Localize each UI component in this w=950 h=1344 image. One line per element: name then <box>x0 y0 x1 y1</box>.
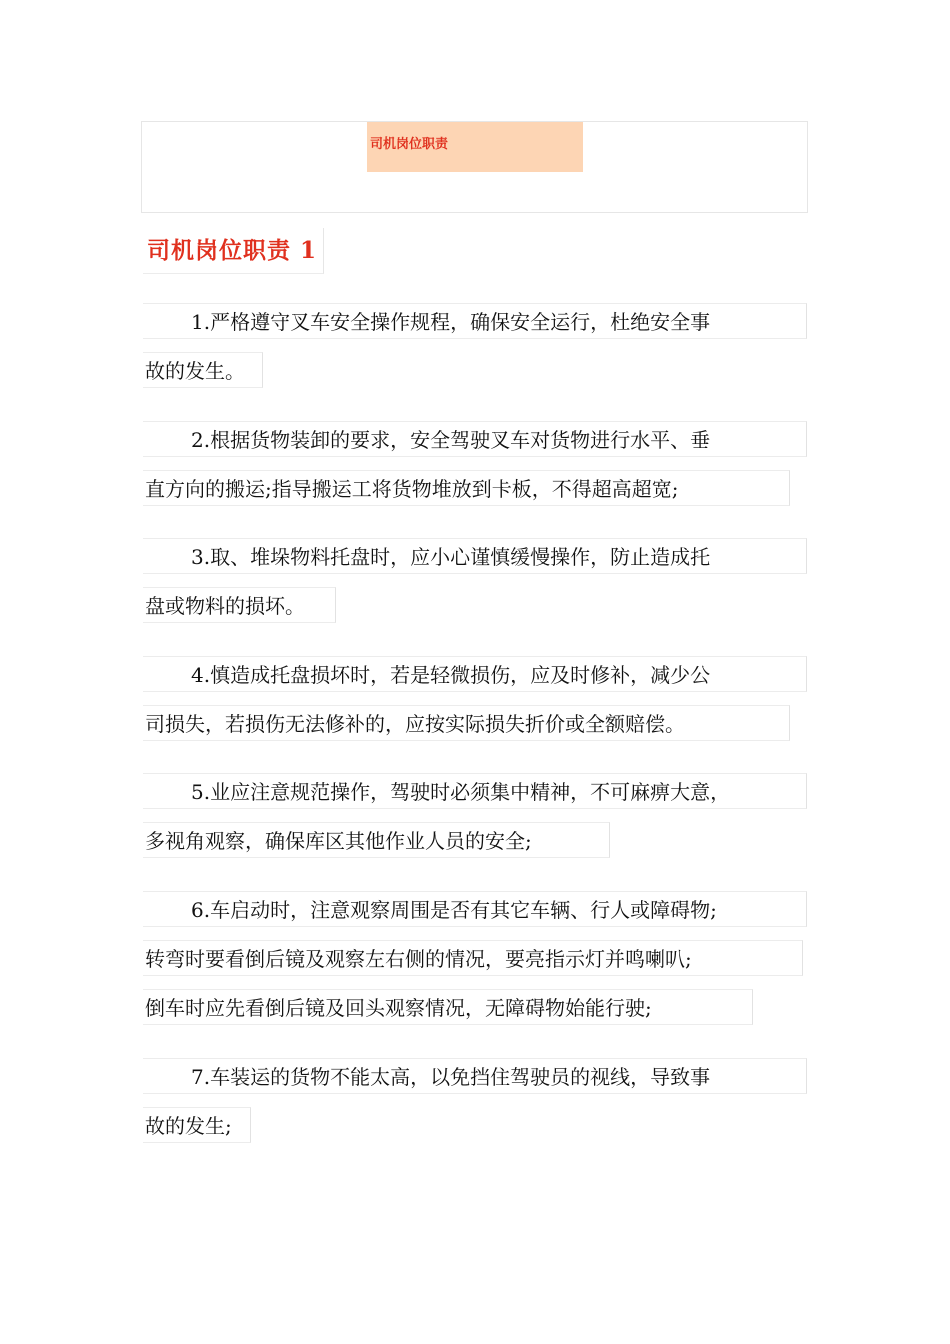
paragraph-1-line-1: 1.严格遵守叉车安全操作规程，确保安全运行，杜绝安全事 <box>143 303 807 339</box>
paragraph-2-line-1: 2.根据货物装卸的要求，安全驾驶叉车对货物进行水平、垂 <box>143 421 807 457</box>
banner-title: 司机岗位职责 <box>367 122 583 172</box>
paragraph-4-line-1: 4.慎造成托盘损坏时，若是轻微损伤，应及时修补，减少公 <box>143 656 807 692</box>
paragraph-7-line-1: 7.车装运的货物不能太高，以免挡住驾驶员的视线，导致事 <box>143 1058 807 1094</box>
paragraph-2-line-2: 直方向的搬运;指导搬运工将货物堆放到卡板，不得超高超宽; <box>143 470 790 506</box>
paragraph-3-line-2: 盘或物料的损坏。 <box>143 587 336 623</box>
paragraph-4-line-2: 司损失，若损伤无法修补的，应按实际损失折价或全额赔偿。 <box>143 705 790 741</box>
paragraph-6-line-3: 倒车时应先看倒后镜及回头观察情况，无障碍物始能行驶; <box>143 989 753 1025</box>
paragraph-6-line-1: 6.车启动时，注意观察周围是否有其它车辆、行人或障碍物; <box>143 891 807 927</box>
paragraph-7-line-2: 故的发生; <box>143 1107 251 1143</box>
section-heading: 司机岗位职责 1 <box>143 228 324 274</box>
paragraph-3-line-1: 3.取、堆垛物料托盘时，应小心谨慎缓慢操作，防止造成托 <box>143 538 807 574</box>
paragraph-1-line-2: 故的发生。 <box>143 352 263 388</box>
paragraph-5-line-1: 5.业应注意规范操作，驾驶时必须集中精神，不可麻痹大意， <box>143 773 807 809</box>
paragraph-6-line-2: 转弯时要看倒后镜及观察左右侧的情况，要亮指示灯并鸣喇叭; <box>143 940 803 976</box>
paragraph-5-line-2: 多视角观察，确保库区其他作业人员的安全; <box>143 822 610 858</box>
header-banner <box>141 121 808 213</box>
